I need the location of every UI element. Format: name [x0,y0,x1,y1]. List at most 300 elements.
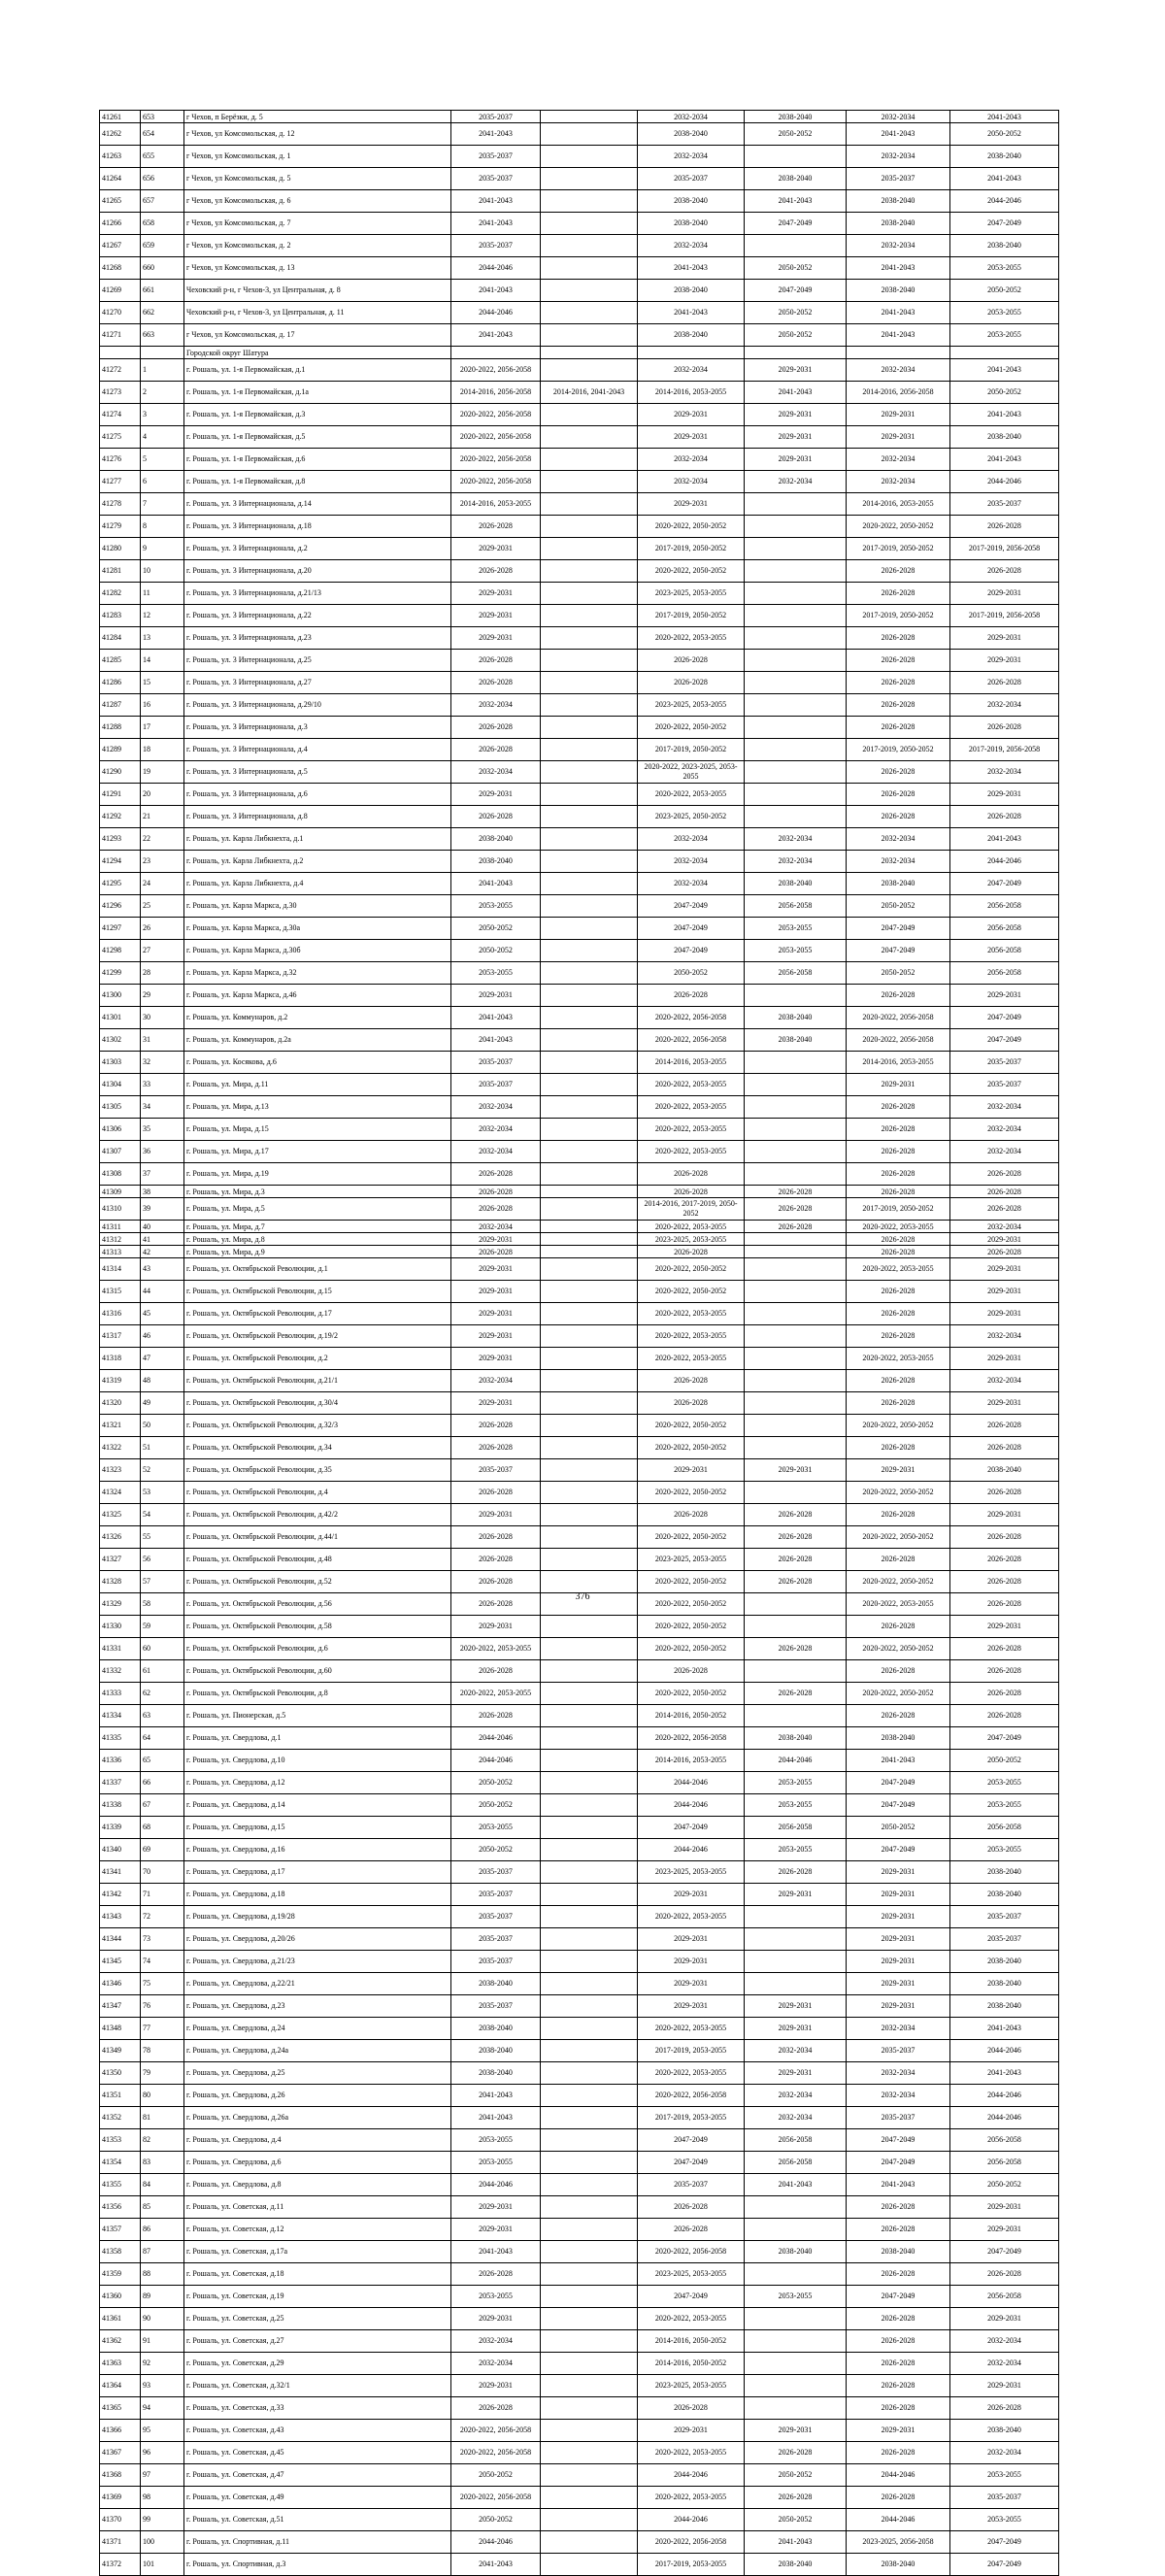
table-cell: 41331 [100,1638,141,1660]
table-cell: 41351 [100,2085,141,2107]
table-row [100,940,1059,962]
table-cell: 2056-2058 [950,895,1059,918]
table-cell: 2014-2016, 2053-2055 [638,1750,745,1772]
table-cell: 2026-2028 [638,1163,745,1186]
table-cell: 2026-2028 [745,1504,847,1526]
table-cell: 20 [141,784,184,806]
table-cell: 2038-2040 [638,280,745,302]
table-cell: 2026-2028 [950,1437,1059,1459]
table-cell: 2044-2046 [451,2174,541,2196]
table-cell: 94 [141,2397,184,2420]
table-cell: 2020-2022, 2053-2055 [638,627,745,650]
table-row [100,2420,1059,2442]
table-cell: 84 [141,2174,184,2196]
table-cell: 2029-2031 [745,2018,847,2040]
table-cell: 2026-2028 [847,2219,950,2241]
table-cell: г. Рошаль, ул. Карла Либкнехта, д.2 [184,851,451,873]
table-row [100,1163,1059,1186]
table-cell [541,2353,638,2375]
table-cell: 41329 [100,1593,141,1616]
table-cell [745,1392,847,1415]
table-row [100,1052,1059,1074]
table-cell: г. Рошаль, ул. Пионерская, д.5 [184,1705,451,1727]
table-cell: 41303 [100,1052,141,1074]
table-cell: 41291 [100,784,141,806]
table-cell: 2047-2049 [950,1727,1059,1750]
table-cell [541,538,638,560]
table-cell: 74 [141,1951,184,1973]
table-cell: г. Рошаль, ул. Октябрьской Революции, д.8 [184,1683,451,1705]
table-cell: 2026-2028 [451,1526,541,1549]
table-cell [745,1482,847,1504]
table-cell: 75 [141,1973,184,1995]
table-cell: 2035-2037 [451,1884,541,1906]
table-cell: г. Рошаль, ул. Карла Маркса, д.30б [184,940,451,962]
table-cell: 92 [141,2353,184,2375]
table-cell: 2035-2037 [451,235,541,257]
table-cell: 2032-2034 [950,2330,1059,2353]
table-cell: 41321 [100,1415,141,1437]
table-row [100,1007,1059,1029]
table-cell: г. Рошаль, ул. Спортивная, д.3 [184,2554,451,2576]
table-cell: 28 [141,962,184,985]
table-cell: 2029-2031 [847,1861,950,1884]
table-cell: 2017-2019, 2050-2052 [638,538,745,560]
table-cell: 2017-2019, 2053-2055 [638,2554,745,2576]
table-cell: 659 [141,235,184,257]
table-row [100,2107,1059,2129]
table-row [100,1186,1059,1198]
table-row [100,2487,1059,2509]
table-cell: г. Рошаль, ул. Советская, д.29 [184,2353,451,2375]
table-row [100,1906,1059,1928]
table-cell: 4 [141,426,184,449]
table-cell: 55 [141,1526,184,1549]
table-cell: 41282 [100,583,141,605]
table-cell: 2026-2028 [847,717,950,739]
table-cell [541,2554,638,2576]
table-cell: 2029-2031 [950,1616,1059,1638]
table-cell: 2026-2028 [638,2397,745,2420]
table-cell: г. Рошаль, ул. Свердлова, д.26а [184,2107,451,2129]
table-cell: 2029-2031 [638,1459,745,1482]
table-cell: 2032-2034 [847,471,950,493]
table-cell [541,962,638,985]
table-cell: 26 [141,918,184,940]
table-cell: г. Рошаль, ул. Советская, д.25 [184,2308,451,2330]
table-cell [541,2420,638,2442]
table-cell: 2032-2034 [745,2085,847,2107]
table-cell: 2044-2046 [950,2107,1059,2129]
table-cell: 2044-2046 [451,257,541,280]
table-cell: 41358 [100,2241,141,2263]
table-cell: 2026-2028 [847,583,950,605]
table-cell: 2041-2043 [451,1029,541,1052]
table-cell: 2029-2031 [847,1884,950,1906]
table-cell: 54 [141,1504,184,1526]
table-cell: 12 [141,605,184,627]
table-cell: 2029-2031 [950,1392,1059,1415]
table-cell [745,2375,847,2397]
table-cell: 41310 [100,1198,141,1221]
table-cell: 2020-2022, 2053-2055 [847,1593,950,1616]
table-cell: 41275 [100,426,141,449]
table-cell [541,1119,638,1141]
table-cell: 2035-2037 [847,2040,950,2062]
table-cell: 41296 [100,895,141,918]
table-cell: 2041-2043 [847,2174,950,2196]
table-cell: 41369 [100,2487,141,2509]
table-cell: 2020-2022, 2056-2058 [638,2085,745,2107]
table-cell: 41301 [100,1007,141,1029]
table-cell: 2029-2031 [745,2062,847,2085]
table-cell [541,111,638,123]
table-cell: 2035-2037 [847,2107,950,2129]
table-cell [541,940,638,962]
table-cell [541,1246,638,1258]
table-cell [541,235,638,257]
table-cell: 2038-2040 [745,1007,847,1029]
table-cell: 2026-2028 [847,2263,950,2286]
table-cell [745,784,847,806]
table-row [100,1705,1059,1727]
table-cell: 2026-2028 [950,1246,1059,1258]
table-cell: 2020-2022, 2050-2052 [638,1683,745,1705]
table-cell: 2020-2022, 2050-2052 [638,1437,745,1459]
table-cell: 2023-2025, 2053-2055 [638,2263,745,2286]
table-cell: 2038-2040 [745,1727,847,1750]
table-cell: 2032-2034 [638,828,745,851]
table-cell: 2050-2052 [451,1839,541,1861]
table-row [100,2531,1059,2554]
table-cell: г. Рошаль, ул. Советская, д.43 [184,2420,451,2442]
table-cell: 41334 [100,1705,141,1727]
table-cell: 41269 [100,280,141,302]
table-cell: 2026-2028 [638,1660,745,1683]
table-cell: 2023-2025, 2053-2055 [638,2375,745,2397]
table-cell: 41348 [100,2018,141,2040]
table-cell: г. Рошаль, ул. Свердлова, д.24а [184,2040,451,2062]
table-cell: 2020-2022, 2050-2052 [847,1482,950,1504]
table-cell: 2047-2049 [950,213,1059,235]
table-cell [541,2464,638,2487]
table-cell [541,2040,638,2062]
table-cell: г. Рошаль, ул. Свердлова, д.1 [184,1727,451,1750]
table-cell: 2044-2046 [638,2509,745,2531]
table-cell: 2032-2034 [847,828,950,851]
table-cell: 2029-2031 [950,784,1059,806]
table-cell [541,806,638,828]
table-cell: 2017-2019, 2053-2055 [638,2040,745,2062]
table-cell: 2014-2016, 2053-2055 [451,493,541,516]
table-cell: 2029-2031 [451,538,541,560]
table-cell: г. Рошаль, ул. Октябрьской Революции, д.1 [184,1258,451,1281]
table-cell: 99 [141,2509,184,2531]
table-row [100,2040,1059,2062]
table-cell: 67 [141,1794,184,1817]
table-cell [541,2442,638,2464]
table-cell: 2014-2016, 2017-2019, 2050-2052 [638,1198,745,1221]
table-cell: 2047-2049 [847,2152,950,2174]
table-cell: 2026-2028 [847,1392,950,1415]
table-cell: 50 [141,1415,184,1437]
table-cell: 2026-2028 [950,2263,1059,2286]
table-cell: 2020-2022, 2050-2052 [638,1526,745,1549]
table-cell: 2026-2028 [847,2397,950,2420]
table-cell: 2038-2040 [638,324,745,347]
table-cell [541,257,638,280]
table-cell: 2032-2034 [950,1221,1059,1233]
table-cell [541,1437,638,1459]
table-cell [541,1258,638,1281]
table-cell: 2044-2046 [847,2509,950,2531]
table-cell: г. Рошаль, ул. Свердлова, д.10 [184,1750,451,1772]
table-cell: 2053-2055 [950,1794,1059,1817]
table-cell: 2032-2034 [950,1096,1059,1119]
table-row [100,146,1059,168]
table-cell: 2029-2031 [638,493,745,516]
table-cell: 2026-2028 [451,1198,541,1221]
table-cell [541,1459,638,1482]
table-cell: 2026-2028 [950,1683,1059,1705]
table-row [100,1772,1059,1794]
table-cell: 53 [141,1482,184,1504]
table-cell [541,985,638,1007]
table-cell: 2026-2028 [638,1186,745,1198]
table-row [100,1549,1059,1571]
table-cell [745,516,847,538]
table-cell: 2020-2022, 2053-2055 [638,1074,745,1096]
table-cell [541,1415,638,1437]
table-row [100,2152,1059,2174]
table-cell: 2056-2058 [950,918,1059,940]
table-cell: г. Рошаль, ул. Октябрьской Революции, д.52 [184,1571,451,1593]
table-cell: 2026-2028 [451,1593,541,1616]
table-cell: 2047-2049 [638,918,745,940]
table-cell: 2026-2028 [451,1415,541,1437]
table-cell: г. Рошаль, ул. Коммунаров, д.2а [184,1029,451,1052]
table-cell: 41 [141,1233,184,1246]
table-cell: г. Рошаль, ул. Карла Либкнехта, д.1 [184,828,451,851]
table-cell: 2044-2046 [847,2464,950,2487]
table-cell: 2056-2058 [745,1817,847,1839]
table-cell: 2029-2031 [451,1281,541,1303]
table-cell: г. Рошаль, ул. 3 Интернационала, д.2 [184,538,451,560]
table-row [100,784,1059,806]
table-cell: 51 [141,1437,184,1459]
table-cell: 2026-2028 [847,2353,950,2375]
table-cell [541,895,638,918]
table-cell: 2050-2052 [451,2464,541,2487]
table-cell [745,650,847,672]
table-cell: 2032-2034 [745,828,847,851]
table-cell [745,672,847,694]
table-cell: 2026-2028 [638,672,745,694]
table-row [100,1638,1059,1660]
table-cell: 81 [141,2107,184,2129]
table-cell: 41302 [100,1029,141,1052]
table-cell: 2038-2040 [847,280,950,302]
table-cell: 19 [141,761,184,784]
table-cell: 41317 [100,1325,141,1348]
table-cell: 2029-2031 [451,1504,541,1526]
table-cell: 15 [141,672,184,694]
table-cell: 2026-2028 [950,1526,1059,1549]
table-cell: 2041-2043 [745,382,847,404]
table-cell: 2020-2022, 2056-2058 [451,404,541,426]
table-cell: 658 [141,213,184,235]
table-cell: 2020-2022, 2053-2055 [451,1683,541,1705]
table-cell: 2047-2049 [847,2286,950,2308]
table-row [100,1750,1059,1772]
table-cell: 2053-2055 [950,302,1059,324]
table-cell [541,404,638,426]
table-cell: 38 [141,1186,184,1198]
table-cell: г. Рошаль, ул. 3 Интернационала, д.27 [184,672,451,694]
table-cell: 2029-2031 [950,583,1059,605]
table-cell: 2041-2043 [638,257,745,280]
table-cell: 2020-2022, 2050-2052 [847,1526,950,1549]
table-cell: 2020-2022, 2050-2052 [847,1415,950,1437]
table-cell: 2026-2028 [638,2219,745,2241]
table-cell: 2029-2031 [451,1616,541,1638]
table-cell: 2038-2040 [950,1861,1059,1884]
table-cell: 2020-2022, 2053-2055 [638,1325,745,1348]
table-cell: 52 [141,1459,184,1482]
table-cell: 2047-2049 [638,940,745,962]
table-cell: 2044-2046 [745,1750,847,1772]
table-cell [541,2018,638,2040]
table-cell: 41286 [100,672,141,694]
table-cell [745,1325,847,1348]
table-cell: 2041-2043 [451,2107,541,2129]
table-cell: 41346 [100,1973,141,1995]
table-cell: 41330 [100,1616,141,1638]
table-row [100,1459,1059,1482]
table-cell: 2020-2022, 2050-2052 [847,516,950,538]
table-cell: 2050-2052 [950,280,1059,302]
table-cell: 2044-2046 [638,1772,745,1794]
table-cell: 41359 [100,2263,141,2286]
table-cell: 2047-2049 [847,1772,950,1794]
table-cell: 2020-2022, 2050-2052 [638,1415,745,1437]
table-cell: 2026-2028 [847,560,950,583]
table-cell: 2038-2040 [950,426,1059,449]
table-cell [745,2263,847,2286]
table-cell [541,1186,638,1198]
table-row [100,1325,1059,1348]
table-cell: 41300 [100,985,141,1007]
table-cell: 2047-2049 [745,280,847,302]
table-cell: г. Рошаль, ул. Мира, д.7 [184,1221,451,1233]
table-cell: 2020-2022, 2050-2052 [638,516,745,538]
table-cell: 91 [141,2330,184,2353]
table-cell: 2035-2037 [451,168,541,190]
table-cell: 2056-2058 [950,2129,1059,2152]
table-cell: 2020-2022, 2056-2058 [847,1007,950,1029]
table-cell: г. Рошаль, ул. Советская, д.32/1 [184,2375,451,2397]
table-cell [745,761,847,784]
table-cell: 2041-2043 [950,449,1059,471]
table-cell: 2029-2031 [745,1459,847,1482]
table-cell: 2047-2049 [847,2129,950,2152]
table-cell: 2 [141,382,184,404]
table-cell [745,538,847,560]
table-cell: 41304 [100,1074,141,1096]
table-cell: г. Рошаль, ул. Советская, д.27 [184,2330,451,2353]
table-cell: 2029-2031 [451,605,541,627]
table-cell: 2032-2034 [745,2107,847,2129]
table-cell: 2020-2022, 2056-2058 [451,2420,541,2442]
table-cell: 41311 [100,1221,141,1233]
table-cell [541,694,638,717]
table-row [100,471,1059,493]
table-cell: 2032-2034 [638,449,745,471]
table-cell: 69 [141,1839,184,1861]
table-cell: 41323 [100,1459,141,1482]
table-cell: 2020-2022, 2053-2055 [638,1096,745,1119]
table-cell: 2053-2055 [950,2509,1059,2531]
table-cell: г. Рошаль, ул. Свердлова, д.8 [184,2174,451,2196]
table-cell: г. Рошаль, ул. Октябрьской Революции, д.58 [184,1616,451,1638]
table-cell: 2026-2028 [451,806,541,828]
table-cell: г. Рошаль, ул. Октябрьской Революции, д.19/2 [184,1325,451,1348]
table-cell: 2038-2040 [950,1951,1059,1973]
table-cell: 2032-2034 [451,761,541,784]
table-cell: 2029-2031 [638,426,745,449]
table-row [100,1794,1059,1817]
table-cell: 2041-2043 [451,873,541,895]
table-cell: 41361 [100,2308,141,2330]
table-cell: 58 [141,1593,184,1616]
table-cell: г. Рошаль, ул. Карла Маркса, д.32 [184,962,451,985]
table-cell: 45 [141,1303,184,1325]
table-cell [541,650,638,672]
table-cell: 2029-2031 [950,1504,1059,1526]
table-cell: 41306 [100,1119,141,1141]
table-cell: 2026-2028 [847,627,950,650]
table-cell: 2020-2022, 2050-2052 [638,1571,745,1593]
table-row [100,1281,1059,1303]
table-cell [541,1141,638,1163]
table-cell [745,739,847,761]
table-row [100,1348,1059,1370]
table-cell: 2050-2052 [745,2464,847,2487]
table-cell: 2023-2025, 2053-2055 [638,1233,745,1246]
table-cell: г. Рошаль, ул. Свердлова, д.20/26 [184,1928,451,1951]
table-cell: 2020-2022, 2053-2055 [847,1348,950,1370]
table-cell: 41292 [100,806,141,828]
table-cell: 39 [141,1198,184,1221]
table-cell: 41309 [100,1186,141,1198]
table-cell: г. Рошаль, ул. Спортивная, д.11 [184,2531,451,2554]
table-cell: 2035-2037 [950,1074,1059,1096]
table-cell: 2047-2049 [745,213,847,235]
table-cell: 2029-2031 [451,1325,541,1348]
table-cell: 2026-2028 [451,560,541,583]
table-cell: 2020-2022, 2050-2052 [638,1638,745,1660]
table-cell: 2038-2040 [847,2241,950,2263]
table-cell: 41357 [100,2219,141,2241]
table-cell: 2020-2022, 2053-2055 [638,784,745,806]
table-cell: 2047-2049 [950,2241,1059,2263]
table-cell: 8 [141,516,184,538]
table-cell: 2050-2052 [745,123,847,146]
table-cell: 2026-2028 [847,806,950,828]
table-cell: 41316 [100,1303,141,1325]
table-cell: 2026-2028 [638,1370,745,1392]
table-cell: 2026-2028 [847,650,950,672]
